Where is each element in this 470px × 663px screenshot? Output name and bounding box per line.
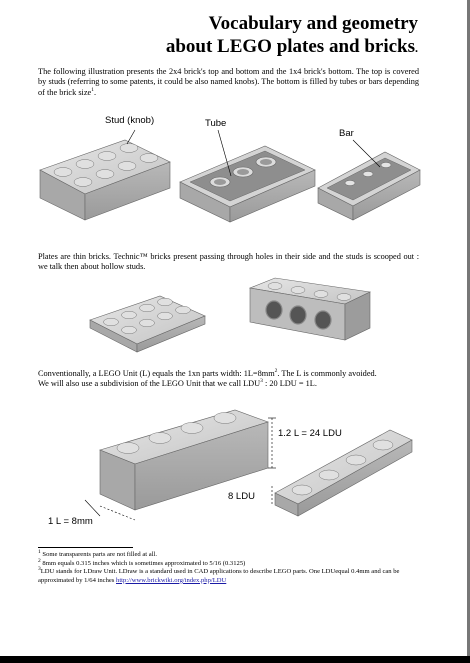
footnote-ref-2: 2 (274, 368, 278, 375)
footnote-1-text: Some transparents parts are not filled at all. (40, 551, 158, 558)
plates-paragraph: Plates are thin bricks. Technic™ bricks present passing through holes in their side and the studs is scooped out : we talk then about hollow studs. (38, 252, 419, 272)
ldu-wiki-link[interactable]: http://www.brickwiki.org/index.php/LDU (116, 576, 227, 584)
ldu-label: 8 LDU (228, 491, 255, 502)
plate-technic-figure (85, 272, 405, 362)
brick-2x4-bottom (180, 146, 315, 222)
footnote-2 (38, 557, 428, 569)
plate-2x4 (90, 296, 205, 352)
dimensions-figure (40, 398, 440, 533)
tube-label: Tube (205, 118, 227, 129)
technic-brick (250, 278, 370, 340)
intro-text: The following illustration presents the 2x4 brick's top and bottom and the 1x4 brick's bottom. The top is covered by studs (referring to some patents, it could be also named knobs). The bottom is filled by tubes or bars depending of the brick size (38, 67, 419, 97)
page-title (166, 12, 418, 60)
intro-end: . (93, 87, 97, 97)
intro-paragraph (38, 67, 419, 98)
page-bottom-bar (0, 656, 470, 663)
footnote-1 (38, 548, 428, 560)
footnote-3 (38, 568, 428, 585)
footnote-3-text: LDU stands for LDraw Unit. LDraw is a standard used in CAD applications to describe LEGO parts. One LDUequal 0.4mm and can be approximated by 1/64 inches (38, 568, 400, 584)
brick-anatomy-figure (35, 110, 435, 235)
units-paragraph (38, 369, 419, 390)
brick-1x4-bottom (318, 152, 420, 220)
footnote-1-number: 1 (38, 548, 41, 555)
units-line-1-end: . The L is commonly avoided. (277, 369, 377, 378)
plate-1x4-dimensioned (275, 430, 412, 516)
height-label: 1.2 L = 24 LDU (278, 428, 342, 439)
title-line-1: Vocabulary and geometry (208, 13, 418, 34)
stud-label: Stud (knob) (105, 115, 155, 126)
footnote-2-number: 2 (38, 557, 41, 564)
bar-label: Bar (339, 128, 354, 139)
units-line-2 (38, 379, 419, 389)
stud-leader-line (127, 130, 135, 144)
units-line-1-text: Conventionally, a LEGO Unit (L) equals the 1xn parts width: 1L=8mm (38, 369, 275, 378)
footnotes (38, 547, 428, 585)
units-line-2-text: We will also use a subdivision of the LEGO Unit that we call LDU (38, 379, 261, 389)
units-line-2-end: : 20 LDU = 1L. (262, 379, 317, 389)
title-dot: . (415, 41, 418, 55)
footnote-2-text: 8mm equals 0.315 inches which is sometimes approximated to 5/16 (0.3125) (40, 559, 246, 567)
units-line-1 (38, 369, 419, 379)
footnote-rule (38, 547, 133, 548)
footnote-3-number: 3 (38, 566, 41, 572)
title-line-2-text: about LEGO plates and bricks (165, 36, 415, 57)
footnote-ref-3: 3 (260, 378, 263, 385)
width-label: 1 L = 8mm (48, 516, 93, 527)
footnote-ref-1: 1 (91, 87, 94, 94)
brick-2x4-top (40, 140, 170, 220)
title-line-2 (166, 35, 418, 60)
